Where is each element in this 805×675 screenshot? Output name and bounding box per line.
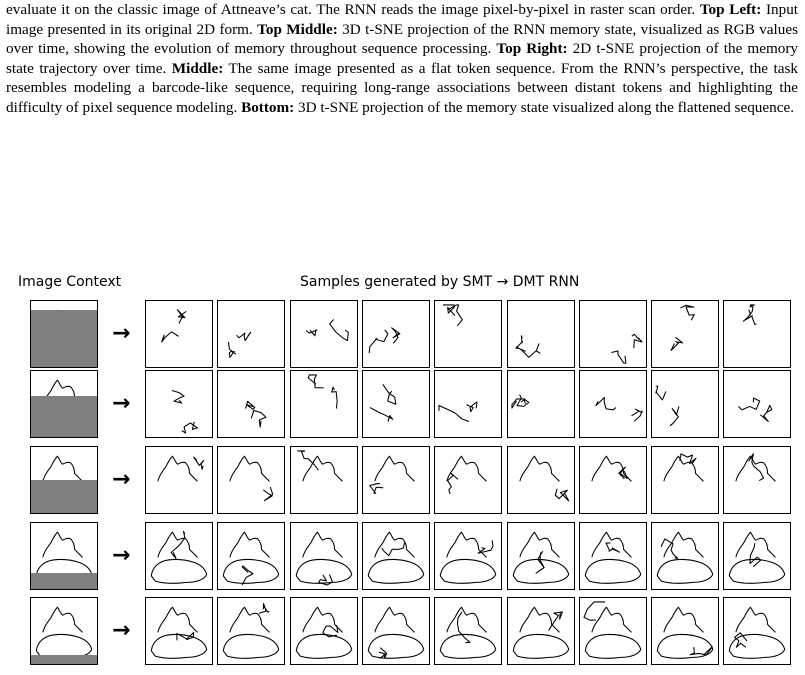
caption-top-right-label: Top Right:	[496, 40, 568, 57]
generated-sample	[651, 446, 719, 514]
generated-sample	[217, 300, 285, 368]
generated-sample	[217, 370, 285, 438]
context-image	[30, 522, 98, 590]
masked-region	[31, 655, 97, 664]
generated-sample	[434, 300, 502, 368]
generated-sample	[579, 522, 647, 590]
generated-sample	[217, 522, 285, 590]
generated-sample	[145, 370, 213, 438]
generated-sample	[362, 446, 430, 514]
arrow-right-icon: →	[112, 467, 131, 492]
generated-sample	[723, 597, 791, 665]
generated-sample	[145, 597, 213, 665]
generated-sample	[217, 446, 285, 514]
samples-header: Samples generated by SMT → DMT RNN	[300, 274, 580, 290]
generated-sample	[290, 597, 358, 665]
generated-sample	[217, 597, 285, 665]
generated-sample	[507, 522, 575, 590]
generated-sample	[579, 300, 647, 368]
caption-intro: evaluate it on the classic image of Attneave’s cat. The RNN reads the image pixel-by-pixel in raster scan order.	[6, 1, 696, 18]
generated-sample	[723, 300, 791, 368]
caption-top-middle-label: Top Middle:	[257, 20, 338, 38]
masked-region	[31, 396, 97, 437]
arrow-right-icon: →	[112, 543, 131, 568]
figure-caption	[6, 0, 798, 117]
masked-region	[31, 480, 97, 513]
generated-sample	[145, 522, 213, 590]
generated-sample	[362, 370, 430, 438]
arrow-right-icon: →	[112, 321, 131, 346]
caption-top-left-label: Top Left:	[699, 1, 762, 18]
generated-sample	[507, 446, 575, 514]
caption-top-left-text: Input image presented in its original 2D form.	[6, 1, 799, 38]
caption-bottom-label: Bottom:	[241, 98, 295, 116]
generated-sample	[579, 370, 647, 438]
generated-sample	[579, 597, 647, 665]
caption-top-right-text: 2D t-SNE projection of the memory state trajectory over time.	[6, 40, 799, 77]
generated-sample	[723, 522, 791, 590]
generated-sample	[651, 300, 719, 368]
context-image	[30, 597, 98, 665]
masked-region	[31, 573, 97, 590]
context-image	[30, 370, 98, 438]
arrow-right-icon: →	[112, 618, 131, 643]
generated-sample	[362, 300, 430, 368]
generated-sample	[290, 300, 358, 368]
generated-sample	[434, 446, 502, 514]
generated-sample	[362, 522, 430, 590]
generated-sample	[362, 597, 430, 665]
generated-sample	[579, 446, 647, 514]
generated-sample	[434, 597, 502, 665]
generated-sample	[145, 300, 213, 368]
generated-sample	[651, 597, 719, 665]
generated-sample	[507, 597, 575, 665]
generated-sample	[290, 370, 358, 438]
context-image	[30, 300, 98, 368]
generated-sample	[723, 446, 791, 514]
context-image	[30, 446, 98, 514]
generated-sample	[651, 522, 719, 590]
generated-sample	[507, 370, 575, 438]
generated-sample	[651, 370, 719, 438]
generated-sample	[434, 370, 502, 438]
generated-sample	[434, 522, 502, 590]
image-context-header: Image Context	[18, 274, 122, 290]
arrow-right-icon: →	[112, 391, 131, 416]
caption-top-middle-text: 3D t-SNE projection of the RNN memory state, visualized as RGB values over time, showing the evolution of memory throughout sequence processing.	[6, 20, 799, 57]
caption-middle-text: The same image presented as a flat token sequence. From the RNN’s perspective, the task resembles modeling a barcode-like sequence, requiring long-range associations between distant tokens and highlighting the difficulty of pixel sequence modeling.	[6, 59, 798, 116]
caption-middle-label: Middle:	[171, 59, 224, 77]
generated-sample	[723, 370, 791, 438]
generated-sample	[290, 522, 358, 590]
caption-bottom-text: 3D t-SNE projection of the memory state visualized along the flattened sequence.	[298, 98, 794, 116]
generated-sample	[145, 446, 213, 514]
generated-sample	[290, 446, 358, 514]
generated-sample	[507, 300, 575, 368]
masked-region	[31, 310, 97, 367]
